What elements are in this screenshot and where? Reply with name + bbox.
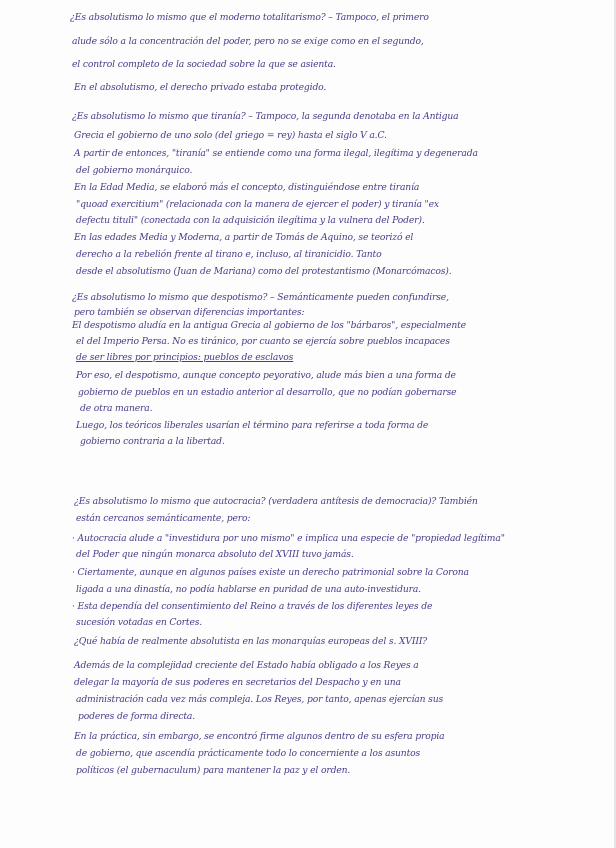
note-line: En la práctica, sin embargo, se encontró firme algunos dentro de su esfera propia <box>74 731 445 742</box>
note-line: ¿Es absolutismo lo mismo que despotismo? – Semánticamente pueden confundirse, <box>72 292 449 303</box>
note-line: Además de la complejidad creciente del Estado había obligado a los Reyes a <box>74 660 419 671</box>
note-line: gobierno de pueblos en un estadio anterior al desarrollo, que no podían gobernarse <box>78 387 457 398</box>
note-line: Por eso, el despotismo, aunque concepto peyorativo, alude más bien a una forma de <box>76 370 456 381</box>
note-line: gobierno contraria a la libertad. <box>80 436 225 447</box>
note-line: "quoad exercitium" (relacionada con la manera de ejercer el poder) y tiranía "ex <box>76 199 439 210</box>
note-line: El despotismo aludía en la antigua Grecia al gobierno de los "bárbaros", especialmente <box>72 320 466 331</box>
note-line: En el absolutismo, el derecho privado estaba protegido. <box>74 82 327 93</box>
note-line: derecho a la rebelión frente al tirano e, incluso, al tiranicidio. Tanto <box>76 249 382 260</box>
note-line: alude sólo a la concentración del poder, pero no se exige como en el segundo, <box>72 36 424 47</box>
note-line: pero también se observan diferencias importantes: <box>74 307 305 318</box>
note-line: ¿Es absolutismo lo mismo que autocracia? (verdadera antítesis de democracia)? También <box>74 496 478 507</box>
note-line: políticos (el gubernaculum) para mantener la paz y el orden. <box>76 765 351 776</box>
bullet-line: · Ciertamente, aunque en algunos países existe un derecho patrimonial sobre la Corona <box>72 567 469 578</box>
note-line: de gobierno, que ascendía prácticamente todo lo concerniente a los asuntos <box>76 748 421 759</box>
note-line: administración cada vez más compleja. Los Reyes, por tanto, apenas ejercían sus <box>76 694 444 705</box>
note-line: ¿Es absolutismo lo mismo que tiranía? – Tampoco, la segunda denotaba en la Antigua <box>72 111 459 122</box>
note-line: A partir de entonces, "tiranía" se entiende como una forma ilegal, ilegítima y degenerada <box>74 148 478 159</box>
note-line: En la Edad Media, se elaboró más el concepto, distinguiéndose entre tiranía <box>74 182 420 193</box>
note-line: Grecia el gobierno de uno solo (del griego = rey) hasta el siglo V a.C. <box>74 130 387 141</box>
note-line: el control completo de la sociedad sobre la que se asienta. <box>72 59 336 70</box>
note-line: Luego, los teóricos liberales usarían el término para referirse a toda forma de <box>76 420 429 431</box>
note-line: de otra manera. <box>80 403 153 414</box>
note-line: el del Imperio Persa. No es tiránico, por cuanto se ejercía sobre pueblos incapaces <box>76 336 450 347</box>
note-line: del gobierno monárquico. <box>76 165 193 176</box>
note-line: desde el absolutismo (Juan de Mariana) como del protestantismo (Monarcómacos). <box>76 266 452 277</box>
note-line: están cercanos semánticamente, pero: <box>76 513 251 524</box>
note-line: sucesión votadas en Cortes. <box>76 617 203 628</box>
bullet-line: · Esta dependía del consentimiento del Reino a través de los diferentes leyes de <box>72 601 433 612</box>
note-line: delegar la mayoría de sus poderes en secretarios del Despacho y en una <box>74 677 401 688</box>
note-line: En las edades Media y Moderna, a partir de Tomás de Aquino, se teorizó el <box>74 232 414 243</box>
note-line: ¿Es absolutismo lo mismo que el moderno totalitarismo? – Tampoco, el primero <box>70 12 429 23</box>
note-line: ¿Qué había de realmente absolutista en las monarquías europeas del s. XVIII? <box>74 636 428 647</box>
bullet-line: · Autocracia alude a "investidura por uno mismo" e implica una especie de "propiedad legítima" <box>72 533 505 544</box>
note-line: ligada a una dinastía, no podía hablarse en puridad de una auto-investidura. <box>76 584 421 595</box>
note-line: defectu tituli" (conectada con la adquisición ilegítima y la vulnera del Poder). <box>76 215 425 226</box>
note-line: del Poder que ningún monarca absoluto del XVIII tuvo jamás. <box>76 549 354 560</box>
note-line: poderes de forma directa. <box>78 711 196 722</box>
note-line-underlined: de ser libres por principios: pueblos de esclavos <box>76 352 294 363</box>
